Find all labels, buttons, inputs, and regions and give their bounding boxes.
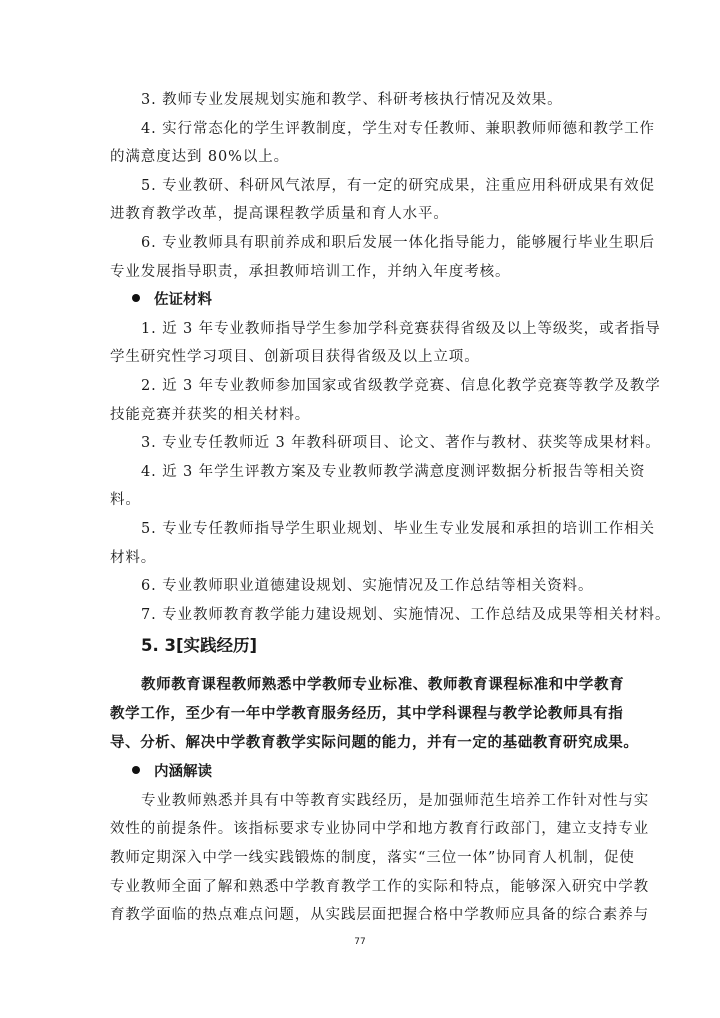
evidence-line: 料。	[110, 492, 141, 509]
evidence-line: 学生研究性学习项目、创新项目获得省级及以上立项。	[110, 349, 480, 366]
paragraph-line: 6. 专业教师具有职前养成和职后发展一体化指导能力，能够履行毕业生职后	[141, 234, 655, 251]
bullet-icon	[132, 766, 140, 774]
interpretation-line: 专业教师熟悉并具有中等教育实践经历，是加强师范生培养工作针对性与实	[141, 792, 650, 809]
evidence-line: 5. 专业专任教师指导学生职业规划、毕业生专业发展和承担的培训工作相关	[141, 520, 655, 537]
evidence-line: 2. 近 3 年专业教师参加国家或省级教学竞赛、信息化教学竞赛等教学及教学	[141, 377, 661, 394]
bullet-icon	[132, 294, 140, 302]
evidence-line: 7. 专业教师教育教学能力建设规划、实施情况、工作总结及成果等相关材料。	[141, 606, 671, 623]
interpretation-heading-text: 内涵解读	[154, 764, 212, 781]
page-number: 77	[354, 937, 366, 947]
evidence-line: 材料。	[110, 549, 157, 566]
evidence-line: 3. 专业专任教师近 3 年教科研项目、论文、著作与教材、获奖等成果材料。	[141, 435, 661, 452]
evidence-line: 1. 近 3 年专业教师指导学生参加学科竞赛获得省级及以上等级奖，或者指导	[141, 320, 661, 337]
paragraph-line: 5. 专业教研、科研风气浓厚，有一定的研究成果，注重应用科研成果有效促	[141, 177, 655, 194]
paragraph-line: 4. 实行常态化的学生评教制度，学生对专任教师、兼职教师师德和教学工作	[141, 120, 655, 137]
paragraph-line: 的满意度达到 80%以上。	[110, 149, 290, 166]
interpretation-line: 专业教师全面了解和熟悉中学教育教学工作的实际和特点，能够深入研究中学教	[110, 878, 649, 895]
paragraph-line: 进教育教学改革，提高课程教学质量和育人水平。	[110, 206, 449, 223]
interpretation-line: 育教学面临的热点难点问题，从实践层面把握合格中学教师应具备的综合素养与	[110, 907, 649, 924]
interpretation-line: 教师定期深入中学一线实践锻炼的制度，落实“三位一体”协同育人机制，促使	[110, 850, 635, 867]
evidence-line: 4. 近 3 年学生评教方案及专业教师教学满意度测评数据分析报告等相关资	[141, 463, 646, 480]
section-title: 5. 3[实践经历]	[141, 636, 258, 656]
document-page	[110, 86, 671, 930]
interpretation-line: 效性的前提条件。该指标要求专业协同中学和地方教育行政部门，建立支持专业	[110, 821, 649, 838]
paragraph-line: 专业发展指导职责，承担教师培训工作，并纳入年度考核。	[110, 263, 511, 280]
evidence-line: 技能竞赛并获奖的相关材料。	[110, 406, 311, 423]
standard-line: 导、分析、解决中学教育教学实际问题的能力，并有一定的基础教育研究成果。	[110, 735, 639, 752]
standard-line: 教师教育课程教师熟悉中学教师专业标准、教师教育课程标准和中学教育	[141, 677, 625, 694]
standard-line: 教学工作，至少有一年中学教育服务经历，其中学科课程与教学论教师具有指	[110, 706, 624, 723]
evidence-heading-text: 佐证材料	[154, 292, 212, 309]
evidence-line: 6. 专业教师职业道德建设规划、实施情况及工作总结等相关资料。	[141, 578, 594, 595]
evidence-heading	[110, 286, 612, 315]
paragraph-line: 3. 教师专业发展规划实施和教学、科研考核执行情况及效果。	[141, 92, 563, 108]
interpretation-heading	[110, 758, 612, 787]
